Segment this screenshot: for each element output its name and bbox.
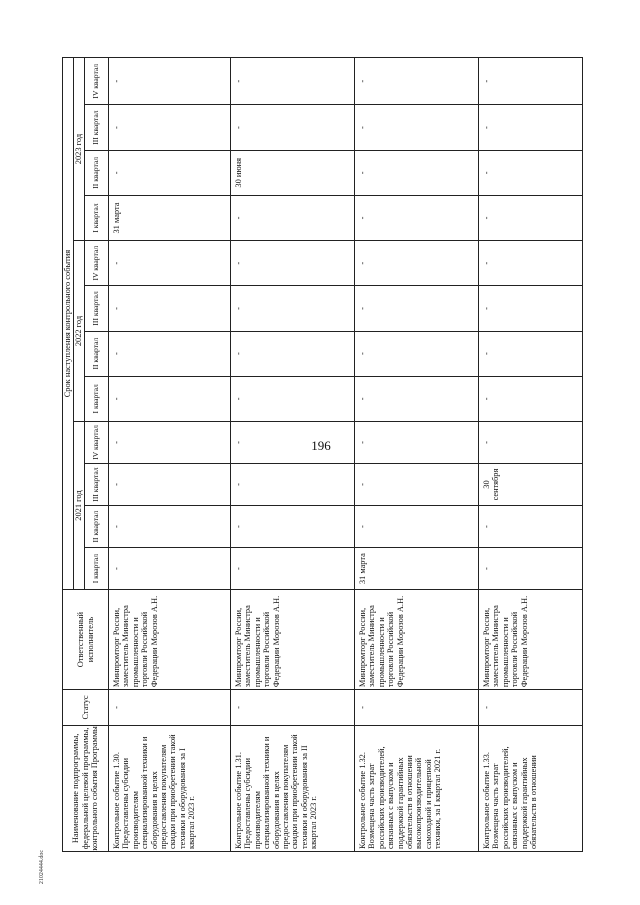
deadline-cell: - — [355, 286, 479, 331]
event-status: - — [355, 690, 479, 726]
deadline-cell: - — [231, 241, 355, 286]
page-number: 196 — [311, 438, 331, 453]
header-year-2023: 2023 год — [74, 58, 85, 241]
deadline-cell: - — [355, 241, 479, 286]
deadline-cell: - — [231, 331, 355, 376]
deadline-cell: - — [231, 286, 355, 331]
deadline-cell: - — [479, 195, 583, 240]
header-quarter: I квартал — [85, 376, 109, 421]
table-row — [355, 58, 479, 852]
event-responsible: Минпромторг России, заместитель Министра промышленности и торговли Российской Федерации Морозов А.Н. — [479, 590, 583, 690]
deadline-cell: - — [355, 58, 479, 106]
deadline-cell: - — [109, 150, 231, 195]
header-quarter: II квартал — [85, 506, 109, 548]
deadline-cell: - — [109, 58, 231, 106]
deadline-cell: - — [231, 58, 355, 106]
rotated-table-container — [62, 57, 586, 852]
header-quarter: II квартал — [85, 331, 109, 376]
deadline-cell: - — [109, 506, 231, 548]
header-year-2022: 2022 год — [74, 241, 85, 422]
deadline-cell: 31 марта — [109, 195, 231, 240]
event-status: - — [109, 690, 231, 726]
table-row — [231, 58, 355, 852]
deadline-cell: - — [355, 506, 479, 548]
header-quarter: III квартал — [85, 105, 109, 150]
deadline-cell: - — [231, 195, 355, 240]
deadline-cell: - — [231, 105, 355, 150]
deadline-cell: - — [231, 548, 355, 590]
event-name: Контрольное событие 1.31. Предоставлены субсидии производителям специализированной техники и оборудования в целях предоставления покупателям скидки при приобретении такой техники и оборудования за II квартал 2023 г. — [231, 725, 355, 851]
header-quarter: I квартал — [85, 195, 109, 240]
event-name: Контрольное событие 1.32. Возмещена часть затрат российских производителей, связанных с выпуском и поддержкой гарантийных обязательств в отношении высокопроизводительной самоходной и прицепной техники, за I квартал 2021 г. — [355, 725, 479, 851]
deadline-cell: - — [479, 286, 583, 331]
event-status: - — [231, 690, 355, 726]
header-quarter: IV квартал — [85, 421, 109, 463]
event-name: Контрольное событие 1.30. Предоставлены субсидии производителям специализированной техники и оборудования в целях предоставления покупателям скидки при приобретении такой техники и оборудования за I квартал 2023 г. — [109, 725, 231, 851]
footer-filename — [22, 849, 62, 885]
deadline-cell: - — [479, 421, 583, 463]
deadline-cell: - — [231, 463, 355, 505]
header-year-2021: 2021 год — [74, 421, 85, 589]
deadline-cell: - — [479, 241, 583, 286]
deadline-cell: - — [231, 421, 355, 463]
footer-text: 21024444.doc — [39, 849, 45, 885]
deadline-cell: - — [479, 105, 583, 150]
deadline-cell: - — [355, 421, 479, 463]
deadline-cell: - — [355, 195, 479, 240]
header-status: Статус — [63, 690, 109, 726]
header-quarter: II квартал — [85, 150, 109, 195]
control-events-table — [62, 57, 583, 852]
deadline-cell: - — [479, 376, 583, 421]
deadline-cell: - — [355, 376, 479, 421]
deadline-cell: - — [109, 331, 231, 376]
deadline-cell: - — [355, 150, 479, 195]
deadline-cell: 30 сентября — [479, 463, 583, 505]
deadline-cell: - — [109, 241, 231, 286]
header-responsible: Ответственный исполнитель — [63, 590, 109, 690]
table-row — [479, 58, 583, 852]
deadline-cell: - — [109, 421, 231, 463]
deadline-cell: - — [355, 463, 479, 505]
deadline-cell: - — [109, 286, 231, 331]
deadline-cell: - — [479, 58, 583, 106]
header-quarter: IV квартал — [85, 241, 109, 286]
deadline-cell: - — [479, 506, 583, 548]
header-quarter: I квартал — [85, 548, 109, 590]
header-quarter: III квартал — [85, 463, 109, 505]
deadline-cell: - — [109, 463, 231, 505]
deadline-cell: - — [479, 548, 583, 590]
event-name: Контрольное событие 1.33. Возмещена часть затрат российских производителей, связанных с выпуском и поддержкой гарантийных обязательств в отношении — [479, 725, 583, 851]
deadline-cell: - — [231, 506, 355, 548]
header-quarter: III квартал — [85, 286, 109, 331]
deadline-cell: - — [479, 150, 583, 195]
deadline-cell: - — [109, 548, 231, 590]
header-quarter: IV квартал — [85, 58, 109, 106]
header-deadline: Срок наступления контрольного события — [63, 58, 74, 590]
deadline-cell: 31 марта — [355, 548, 479, 590]
event-responsible: Минпромторг России, заместитель Министра промышленности и торговли Российской Федерации Морозов А.Н. — [109, 590, 231, 690]
table-row — [109, 58, 231, 852]
deadline-cell: 30 июня — [231, 150, 355, 195]
deadline-cell: - — [109, 105, 231, 150]
deadline-cell: - — [479, 331, 583, 376]
deadline-cell: - — [355, 105, 479, 150]
deadline-cell: - — [355, 331, 479, 376]
header-name: Наименование подпрограммы, федеральной целевой программы, контрольного события Программы — [63, 725, 109, 851]
event-responsible: Минпромторг России, заместитель Министра промышленности и торговли Российской Федерации Морозов А.Н. — [231, 590, 355, 690]
deadline-cell: - — [109, 376, 231, 421]
event-responsible: Минпромторг России, заместитель Министра промышленности и торговли Российской Федерации Морозов А.Н. — [355, 590, 479, 690]
deadline-cell: - — [231, 376, 355, 421]
event-status: - — [479, 690, 583, 726]
